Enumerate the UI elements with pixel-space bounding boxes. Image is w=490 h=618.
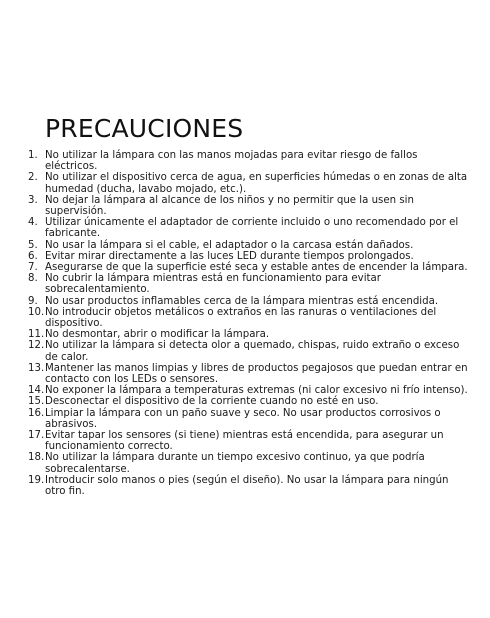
list-item-text: Mantener las manos limpias y libres de productos pegajosos que puedan entrar en contacto con los LEDs o sensores. <box>45 362 468 386</box>
list-item-number: 13. <box>28 362 45 374</box>
list-item-text: No introducir objetos metálicos o extraños en las ranuras o ventilaciones del dispositivo. <box>45 306 437 330</box>
list-item-text: Desconectar el dispositivo de la corriente cuando no esté en uso. <box>45 396 379 408</box>
list-item-text: Limpiar la lámpara con un paño suave y seco. No usar productos corrosivos o abrasivos. <box>45 407 441 430</box>
list-item <box>28 240 468 251</box>
list-item-number: 7. <box>28 262 38 274</box>
list-item <box>28 251 468 262</box>
list-item <box>28 396 468 407</box>
list-item-number: 4. <box>28 217 38 229</box>
list-item-text: No dejar la lámpara al alcance de los niños y no permitir que la usen sin supervisión. <box>45 194 414 218</box>
list-item <box>28 217 468 239</box>
list-item-number: 18. <box>28 452 45 464</box>
list-item-text: No utilizar la lámpara si detecta olor a quemado, chispas, ruido extraño o exceso de calor. <box>45 340 460 363</box>
list-item <box>28 385 468 396</box>
list-item-number: 2. <box>28 172 38 184</box>
list-item <box>28 150 468 172</box>
list-item-number: 19. <box>28 474 45 486</box>
list-item-text: Asegurarse de que la superficie esté seca y estable antes de encender la lámpara. <box>45 262 468 274</box>
list-item-text: No cubrir la lámpara mientras está en funcionamiento para evitar sobrecalentamiento. <box>45 273 381 296</box>
list-item <box>28 430 468 452</box>
list-item-text: No utilizar la lámpara durante un tiempo excesivo continuo, ya que podría sobrecalentarse. <box>45 452 425 475</box>
list-item <box>28 408 468 430</box>
list-item-text: Evitar mirar directamente a las luces LED durante tiempos prolongados. <box>45 250 414 262</box>
list-item-number: 5. <box>28 239 38 251</box>
list-item-number: 3. <box>28 194 38 206</box>
list-item <box>28 452 468 474</box>
list-item-number: 16. <box>28 407 45 419</box>
list-item <box>28 262 468 273</box>
list-item-number: 12. <box>28 340 45 352</box>
page-title: PRECAUCIONES <box>45 114 244 143</box>
list-item <box>28 340 468 362</box>
list-item-number: 10. <box>28 306 45 318</box>
list-item-text: No usar productos inflamables cerca de la lámpara mientras está encendida. <box>45 295 439 307</box>
list-item-number: 9. <box>28 295 38 307</box>
list-item-number: 17. <box>28 430 45 442</box>
list-item-number: 14. <box>28 385 45 397</box>
list-item-number: 11. <box>28 329 45 341</box>
list-item <box>28 296 468 307</box>
list-item-text: No desmontar, abrir o modificar la lámpara. <box>45 329 270 341</box>
list-item-text: Utilizar únicamente el adaptador de corriente incluido o uno recomendado por el fabricante. <box>45 217 459 240</box>
list-item-number: 15. <box>28 396 45 408</box>
list-item <box>28 273 468 295</box>
list-item <box>28 363 468 385</box>
list-item-text: Introducir solo manos o pies (según el diseño). No usar la lámpara para ningún otro fin. <box>45 474 449 498</box>
list-item-text: No utilizar la lámpara con las manos mojadas para evitar riesgo de fallos eléctricos. <box>45 150 418 173</box>
list-item-text: No usar la lámpara si el cable, el adaptador o la carcasa están dañados. <box>45 239 414 251</box>
list-item <box>28 475 468 497</box>
list-item <box>28 172 468 194</box>
list-item <box>28 329 468 340</box>
list-item <box>28 195 468 217</box>
list-item-text: No exponer la lámpara a temperaturas extremas (ni calor excesivo ni frío intenso). <box>45 385 468 397</box>
list-item-number: 6. <box>28 250 38 262</box>
list-item-number: 1. <box>28 150 38 161</box>
list-item <box>28 307 468 329</box>
list-item-number: 8. <box>28 273 38 285</box>
list-item-text: No utilizar el dispositivo cerca de agua, en superficies húmedas o en zonas de alta humedad (ducha, lavabo mojado, etc.). <box>45 172 468 195</box>
list-item-text: Evitar tapar los sensores (si tiene) mientras está encendida, para asegurar un funcionamiento correcto. <box>45 430 444 453</box>
precautions-list <box>28 150 468 497</box>
